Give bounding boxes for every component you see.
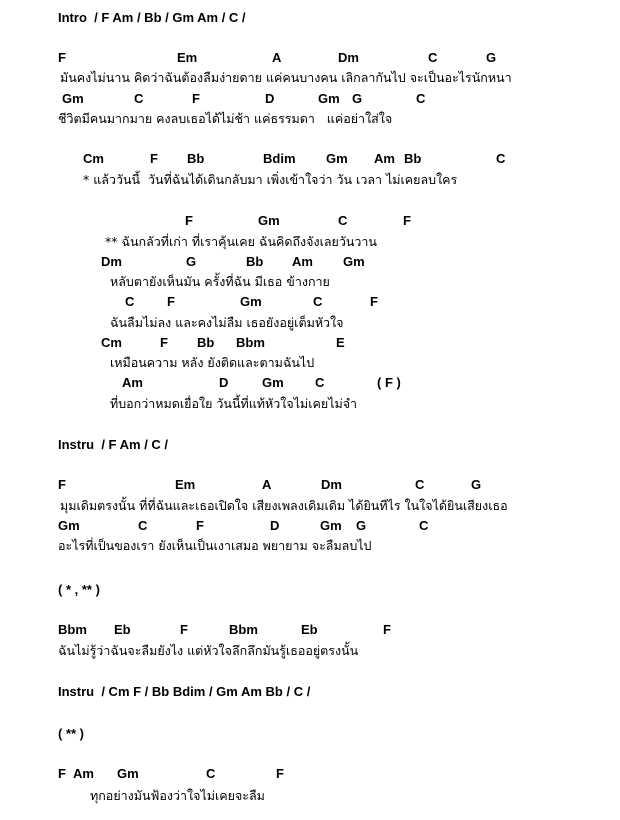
chord: Am [374,151,395,166]
chord: F [167,294,175,309]
lyric-line: หลับตายังเห็นมัน ครั้งที่ฉัน มีเธอ ข้างกาย [110,274,330,289]
chord: C [496,151,506,166]
lyric-line: ทุกอย่างมันฟ้องว่าใจไม่เคยจะลืม [90,788,265,803]
chord: C [338,213,348,228]
chord: Am [122,375,143,390]
lyric-line: มันคงไม่นาน คิดว่าฉันต้องลืมง่ายดาย แค่คนบางคน เลิกลากันไป จะเป็นอะไรนักหนา [60,70,512,85]
chord: F [383,622,391,637]
chord: Gm [62,91,84,106]
chord: F [185,213,193,228]
chord: F [370,294,378,309]
chord: D [219,375,229,390]
chord: C [315,375,325,390]
chord: C [134,91,144,106]
chord: G [486,50,497,65]
chord: Gm [262,375,284,390]
chord: Eb [114,622,131,637]
chord: F [276,766,284,781]
chord: F [180,622,188,637]
chord: Bbm [229,622,258,637]
chord: F [150,151,158,166]
chord: C [206,766,216,781]
chord: Bdim [263,151,296,166]
chord: F [192,91,200,106]
chord: Bb [246,254,264,269]
section-heading: Intro / F Am / Bb / Gm Am / C / [58,10,246,25]
chord: Am [73,766,94,781]
section-heading: ( * , ** ) [58,582,100,597]
chord: Am [292,254,313,269]
chord: F [403,213,411,228]
chord: D [270,518,280,533]
chord: G [471,477,482,492]
chord: C [415,477,425,492]
chord: Bb [197,335,215,350]
chord: C [138,518,148,533]
chord: G [356,518,367,533]
lyric-line: อะไรที่เป็นของเรา ยังเห็นเป็นเงาเสมอ พยายาม จะลืมลบไป [58,538,372,553]
lyric-line: มุมเดิมตรงนั้น ที่ที่ฉันและเธอเปิดใจ เสียงเพลงเดิมเดิม ได้ยินทีไร ในใจได้ยินเสียงเธอ [60,498,508,513]
chord: ( F ) [377,375,401,390]
lyric-line: ** ฉันกลัวที่เก่า ที่เราคุ้นเคย ฉันคิดถึงจังเลยวันวาน [105,234,377,249]
chord: Gm [240,294,262,309]
chord: Bb [187,151,205,166]
chord: C [428,50,438,65]
chord: G [186,254,197,269]
chord: Gm [326,151,348,166]
chord: Gm [343,254,365,269]
chord: F [160,335,168,350]
chord: Cm [83,151,104,166]
section-heading: Instru / Cm F / Bb Bdim / Gm Am Bb / C / [58,684,311,699]
chord: Gm [58,518,80,533]
chord: Gm [258,213,280,228]
lyric-line: * แล้ววันนี้ วันที่ฉันได้เดินกลับมา เพิ่งเข้าใจว่า วัน เวลา ไม่เคยลบใคร [83,172,458,187]
chord: Em [175,477,196,492]
chord: Dm [321,477,342,492]
chord: F [58,766,66,781]
chord: F [196,518,204,533]
section-heading: Instru / F Am / C / [58,437,169,452]
chord: A [272,50,282,65]
section-heading: ( ** ) [58,726,84,741]
chord: G [352,91,363,106]
chord: Cm [101,335,122,350]
chord: Dm [338,50,359,65]
chord: Bb [404,151,422,166]
chord: C [419,518,429,533]
chord: Eb [301,622,318,637]
lyric-line: ชีวิตมีคนมากมาย คงลบเธอได้ไม่ช้า แค่ธรรมดา แค่อย่าใส่ใจ [58,111,393,126]
chord: E [336,335,345,350]
chord: C [313,294,323,309]
chord: Dm [101,254,122,269]
chord: Gm [117,766,139,781]
lyric-line: ฉันลืมไม่ลง และคงไม่ลืม เธอยังอยู่เต็มหัวใจ [110,315,344,330]
lyric-line: ฉันไม่รู้ว่าฉันจะลืมยังไง แต่หัวใจลึกลึกมันรู้เธออยู่ตรงนั้น [58,643,359,658]
chord: A [262,477,272,492]
chord: D [265,91,275,106]
chord: C [125,294,135,309]
chord: Bbm [236,335,265,350]
lyric-line: เหมือนความ หลัง ยังติดและตามฉันไป [110,355,315,370]
chord: F [58,477,66,492]
lyric-line: ที่บอกว่าหมดเยื่อใย วันนี้ที่แท้หัวใจไม่เคยไม่จำ [110,396,358,411]
chord: C [416,91,426,106]
chord: Gm [320,518,342,533]
chord: Bbm [58,622,87,637]
chord: Em [177,50,198,65]
chord: F [58,50,66,65]
chord: Gm [318,91,340,106]
